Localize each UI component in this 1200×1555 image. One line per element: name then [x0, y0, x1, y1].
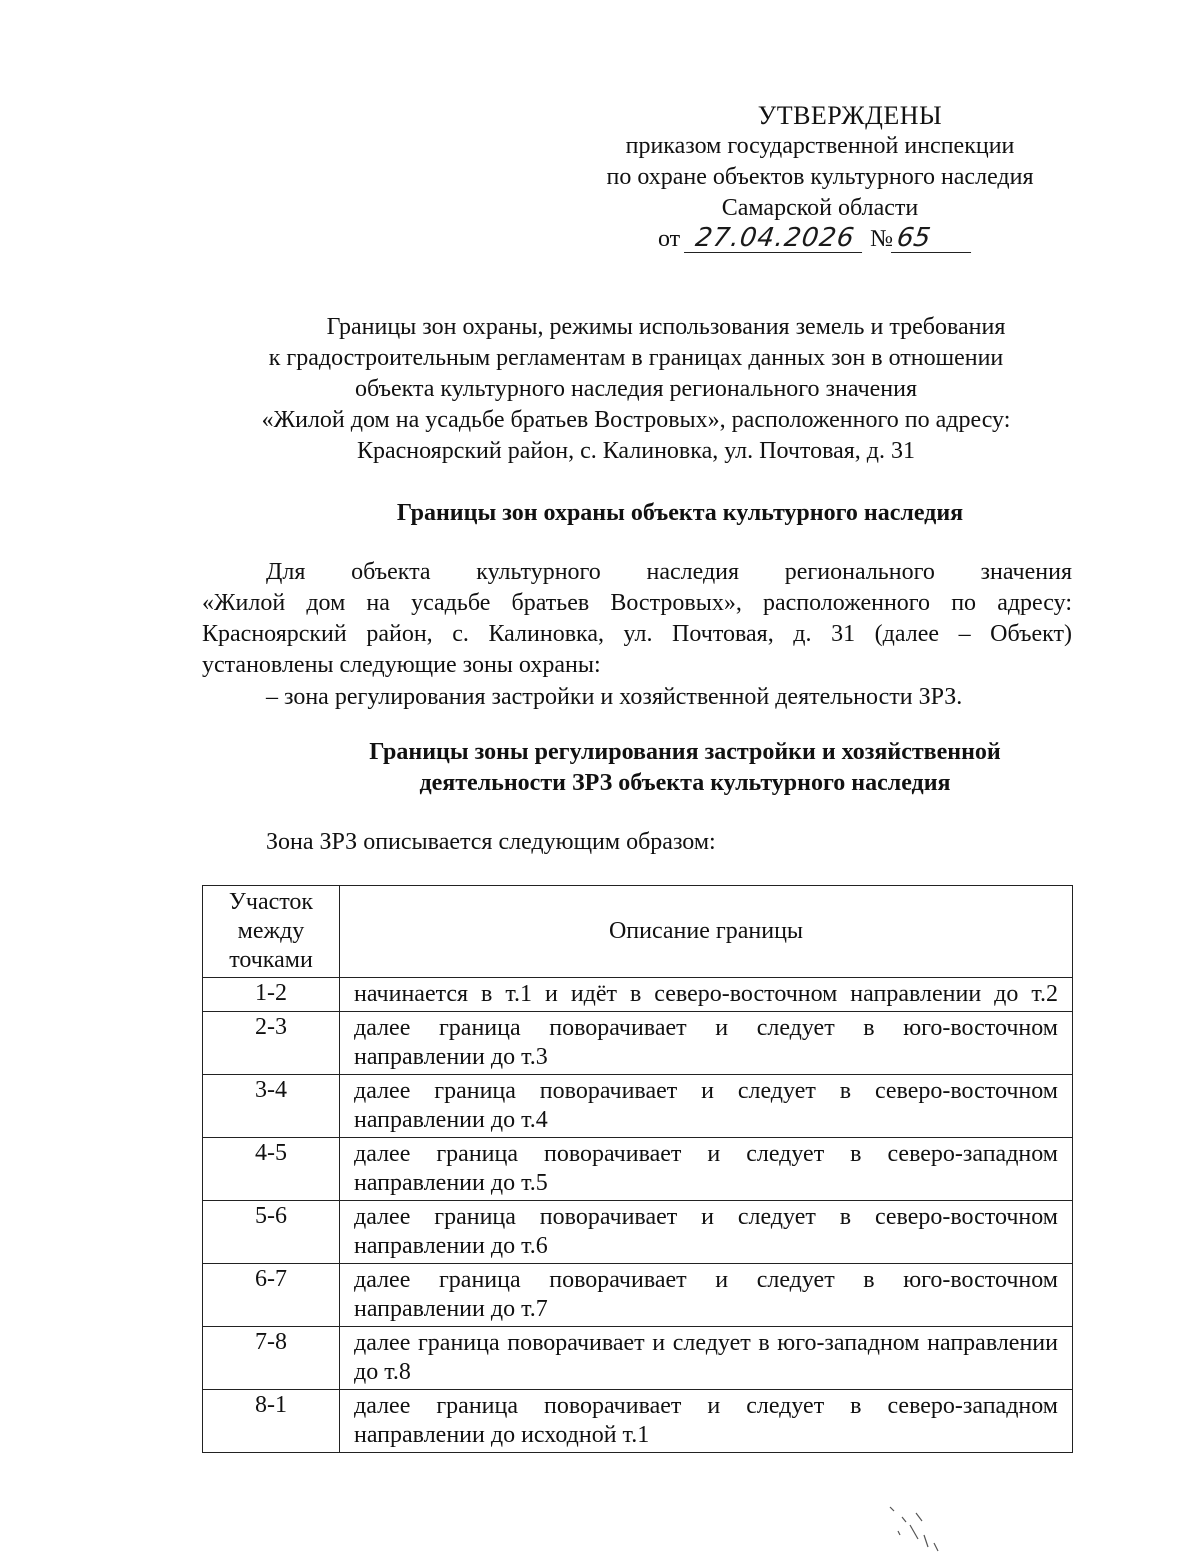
segment-cell: 5-6	[203, 1201, 340, 1264]
header-segment: Участок между точками	[203, 886, 340, 978]
segment-cell: 7-8	[203, 1327, 340, 1390]
paragraph-line-4: установлены следующие зоны охраны:	[202, 652, 601, 678]
description-cell	[340, 1012, 1073, 1075]
table-row	[203, 1327, 1073, 1390]
document-heading	[196, 312, 1076, 467]
number-label: №	[870, 226, 894, 252]
description-text: далее граница поворачивает и следует в северо-восточном направлении до т.6	[354, 1204, 1058, 1259]
table-row	[203, 1264, 1073, 1327]
table-row	[203, 1012, 1073, 1075]
table-row	[203, 1138, 1073, 1201]
segment-cell: 6-7	[203, 1264, 340, 1327]
paragraph-line-1: Для объекта культурного наследия регионального значения	[266, 559, 1072, 585]
header-description: Описание границы	[340, 886, 1073, 978]
from-label: от	[658, 226, 681, 252]
segment-cell: 8-1	[203, 1390, 340, 1453]
segment-cell: 4-5	[203, 1138, 340, 1201]
section-2-title-line-1: Границы зоны регулирования застройки и хозяйственной	[369, 739, 1001, 765]
description-cell	[340, 1201, 1073, 1264]
handwritten-number: 65	[891, 224, 975, 253]
stray-marks	[880, 1495, 960, 1555]
handwritten-date: 27.04.2026	[684, 224, 866, 253]
paragraph-line-3: Красноярский район, с. Калиновка, ул. Почтовая, д. 31 (далее – Объект)	[202, 621, 1072, 647]
description-cell	[340, 1075, 1073, 1138]
description-text: далее граница поворачивает и следует в юго-восточном направлении до т.3	[354, 1015, 1058, 1070]
approval-line-2: по охране объектов культурного наследия	[606, 164, 1034, 190]
description-text: далее граница поворачивает и следует в юго-западном направлении до т.8	[354, 1330, 1058, 1385]
description-text: далее граница поворачивает и следует в северо-западном направлении до исходной т.1	[354, 1393, 1058, 1448]
heading-line-2: к градостроительным регламентам в границах данных зон в отношении	[268, 345, 1004, 371]
table-row	[203, 1201, 1073, 1264]
approval-line-1: приказом государственной инспекции	[625, 133, 1015, 159]
paragraph-line-2: «Жилой дом на усадьбе братьев Востровых», расположенного по адресу:	[202, 590, 1072, 616]
section-2-title-line-2: деятельности ЗРЗ объекта культурного наследия	[419, 770, 951, 796]
description-text: далее граница поворачивает и следует в северо-западном направлении до т.5	[354, 1141, 1058, 1196]
section-1-paragraph	[202, 557, 1072, 681]
zone-bullet: – зона регулирования застройки и хозяйственной деятельности ЗРЗ.	[266, 684, 963, 710]
description-cell	[340, 1327, 1073, 1390]
section-2-intro: Зона ЗРЗ описывается следующим образом:	[266, 829, 716, 855]
zone-boundary-table	[202, 885, 1073, 1453]
section-2-title	[200, 737, 1120, 799]
approval-date-line	[560, 224, 1080, 255]
description-cell	[340, 978, 1073, 1012]
table-header-row	[203, 886, 1073, 978]
description-cell	[340, 1390, 1073, 1453]
table-row	[203, 1390, 1073, 1453]
description-text: начинается в т.1 и идёт в северо-восточном направлении до т.2	[354, 981, 1058, 1007]
segment-cell: 1-2	[203, 978, 340, 1012]
table-row	[203, 978, 1073, 1012]
table-row	[203, 1075, 1073, 1138]
description-text: далее граница поворачивает и следует в северо-восточном направлении до т.4	[354, 1078, 1058, 1133]
table-body	[203, 978, 1073, 1453]
description-cell	[340, 1138, 1073, 1201]
approval-line-3: Самарской области	[721, 195, 919, 221]
segment-cell: 3-4	[203, 1075, 340, 1138]
heading-line-5: Красноярский район, с. Калиновка, ул. Почтовая, д. 31	[356, 438, 916, 464]
description-cell	[340, 1264, 1073, 1327]
heading-line-4: «Жилой дом на усадьбе братьев Востровых», расположенного по адресу:	[261, 407, 1011, 433]
segment-cell: 2-3	[203, 1012, 340, 1075]
heading-line-3: объекта культурного наследия регионального значения	[354, 376, 918, 402]
description-text: далее граница поворачивает и следует в юго-восточном направлении до т.7	[354, 1267, 1058, 1322]
approval-title: УТВЕРЖДЕНЫ	[757, 101, 943, 130]
approval-block	[560, 100, 1080, 255]
heading-line-1: Границы зон охраны, режимы использования земель и требования	[326, 314, 1006, 340]
section-1-title: Границы зон охраны объекта культурного наследия	[396, 500, 964, 526]
